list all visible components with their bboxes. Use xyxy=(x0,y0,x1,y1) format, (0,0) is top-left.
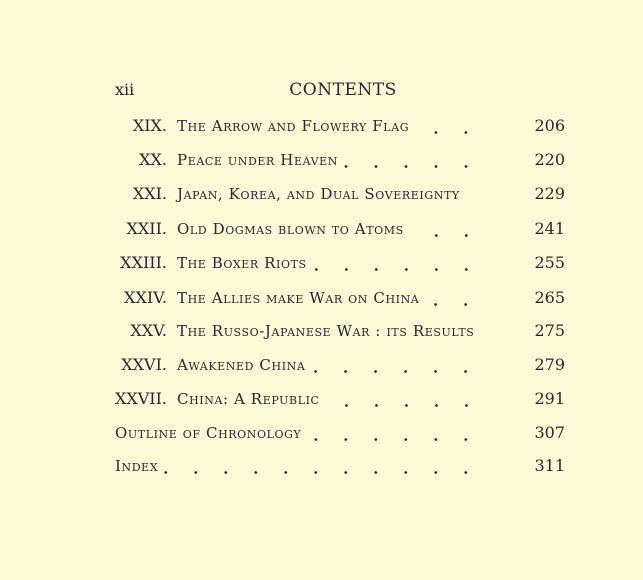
dot-leader xyxy=(480,336,481,339)
page-number: 241 xyxy=(534,219,565,238)
chapter-numeral: XXV. xyxy=(130,321,167,340)
page-number: 220 xyxy=(534,150,565,169)
page-number: 265 xyxy=(534,288,565,307)
chapter-numeral: XXIV. xyxy=(124,288,167,307)
page-number: 307 xyxy=(534,423,565,442)
dot-leader xyxy=(425,303,481,306)
dot-leader xyxy=(164,471,481,474)
toc-entry xyxy=(0,116,643,138)
toc-entry xyxy=(0,355,643,377)
page-number: 311 xyxy=(534,456,565,475)
page-number: 229 xyxy=(534,184,565,203)
toc-entry xyxy=(0,288,643,310)
chapter-numeral: XXII. xyxy=(126,219,167,238)
dot-leader xyxy=(307,438,481,441)
page-number: 255 xyxy=(534,253,565,272)
dot-leader xyxy=(311,370,481,373)
toc-entry xyxy=(0,321,643,343)
chapter-title: Old Dogmas blown to Atoms xyxy=(177,220,404,238)
chapter-numeral: XX. xyxy=(139,150,167,169)
dot-leader xyxy=(344,165,481,168)
chapter-numeral: XIX. xyxy=(132,116,167,135)
toc-entry xyxy=(0,150,643,172)
chapter-title: The Allies make War on China xyxy=(177,289,420,307)
dot-leader xyxy=(466,199,481,202)
page-number: 291 xyxy=(534,389,565,408)
dot-leader xyxy=(415,131,481,134)
toc-entry xyxy=(0,389,643,411)
chapter-title: China: A Republic xyxy=(177,390,320,408)
dot-leader xyxy=(313,268,481,271)
chapter-numeral: XXIII. xyxy=(120,253,167,272)
page-number: 275 xyxy=(534,321,565,340)
toc-entry xyxy=(0,253,643,275)
toc-entry xyxy=(0,184,643,206)
page-number: 206 xyxy=(534,116,565,135)
chapter-title: Japan, Korea, and Dual Sovereignty xyxy=(177,185,460,203)
dot-leader xyxy=(326,404,481,407)
chapter-title: The Russo-Japanese War : its Results xyxy=(177,322,475,340)
chapter-title: Awakened China xyxy=(177,356,306,374)
chapter-title: Outline of Chronology xyxy=(115,424,302,442)
dot-leader xyxy=(410,234,481,237)
chapter-title: The Boxer Riots xyxy=(177,254,307,272)
chapter-title: Index xyxy=(115,457,159,475)
chapter-numeral: XXVII. xyxy=(114,389,167,408)
toc-entry xyxy=(0,219,643,241)
toc-entry xyxy=(0,423,643,445)
chapter-title: The Arrow and Flowery Flag xyxy=(177,117,410,135)
page-folio: xii xyxy=(115,80,135,99)
chapter-title: Peace under Heaven xyxy=(177,151,338,169)
chapter-numeral: XXVI. xyxy=(121,355,167,374)
toc-entry xyxy=(0,456,643,478)
page-heading: CONTENTS xyxy=(289,80,397,100)
chapter-numeral: XXI. xyxy=(132,184,167,203)
page-number: 279 xyxy=(534,355,565,374)
